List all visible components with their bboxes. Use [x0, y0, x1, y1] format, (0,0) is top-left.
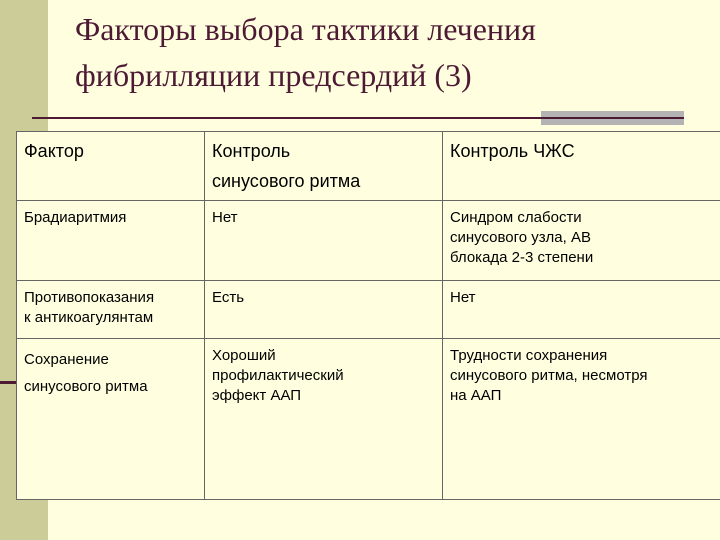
table-cell: Сохранение синусового ритма	[17, 339, 205, 500]
table-row	[17, 201, 720, 281]
slide-title-line-1: Факторы выбора тактики лечения	[75, 11, 536, 47]
table-cell: Противопоказания к антикоагулянтам	[17, 281, 205, 339]
slide-title-line-2: фибрилляции предсердий (3)	[75, 57, 472, 93]
table-cell: Синдром слабости синусового узла, АВ блокада 2-3 степени	[443, 201, 720, 281]
table-cell: Брадиаритмия	[17, 201, 205, 281]
table-header-row	[17, 132, 720, 201]
table-cell: Хороший профилактический эффект ААП	[205, 339, 443, 500]
header-cell-factor: Фактор	[17, 132, 205, 201]
header-cell-rhythm-control: Контроль синусового ритма	[205, 132, 443, 201]
table-cell: Трудности сохранения синусового ритма, несмотря на ААП	[443, 339, 720, 500]
header-cell-rate-control: Контроль ЧЖС	[443, 132, 720, 201]
table-row	[17, 281, 720, 339]
table-cell: Есть	[205, 281, 443, 339]
title-divider	[32, 117, 684, 119]
factors-table	[16, 131, 720, 500]
table-cell: Нет	[443, 281, 720, 339]
slide-title	[75, 6, 675, 98]
table-cell: Нет	[205, 201, 443, 281]
table-row	[17, 339, 720, 500]
